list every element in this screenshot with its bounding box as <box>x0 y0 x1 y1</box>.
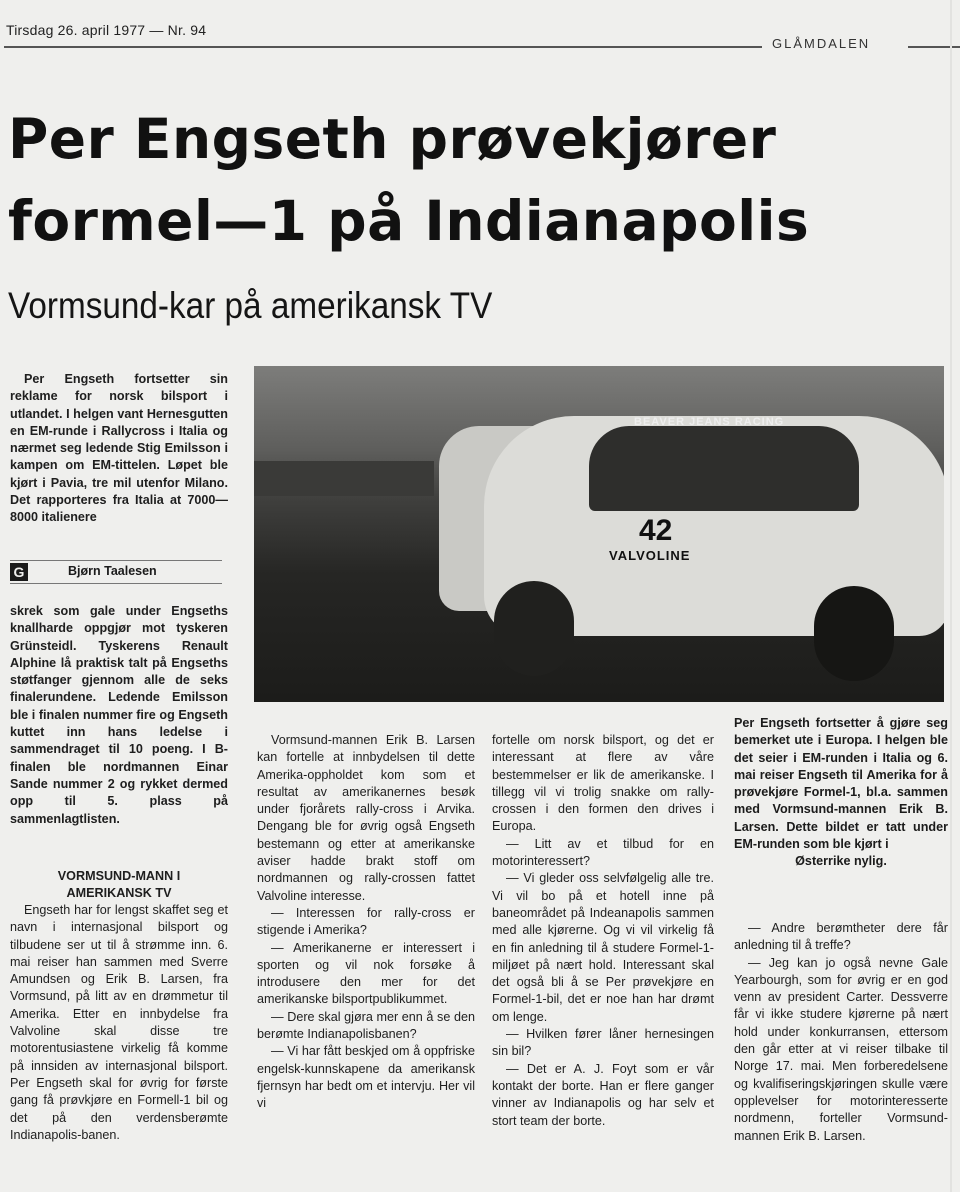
byline <box>10 560 222 584</box>
paragraph: — Andre berømtheter dere får anledning til å treffe? <box>734 921 948 953</box>
photo-windshield-banner: BEAVER JEANS RACING <box>634 416 785 428</box>
lead-text: Per Engseth fortsetter sin reklame for norsk bilsport i utlandet. I helgen vant Hernesgutten en EM-runde i Rallycross i Italia og nærmet seg ledende Stig Emilsson i kampen om EM-tittelen. Løpet ble kjørt i Pavia, tre mil utenfor Milano. Det rapporteres fra Italia at 7000—8000 italienere <box>10 372 228 525</box>
paragraph: — Vi gleder oss selvfølgelig alle tre. Vi vil bo på et hotell inne på baneområdet på Indeanapolis sammen med alle kjørerne. Og vi vil virkelig få en fin anledning til å studere Formel-1-miljøet på nært hold. Interessant skal det også bli å se Per prøvekjøre en Formel-1-bil, det er noe han har drømt om lenge. <box>492 871 714 1024</box>
column-4 <box>734 920 948 1145</box>
issue-date: Tirsdag 26. april 1977 — Nr. 94 <box>6 22 207 38</box>
paragraph: — Interessen for rally-cross er stigende i Amerika? <box>257 905 475 938</box>
photo-fence <box>254 461 434 496</box>
section-heading-line-2: AMERIKANSK TV <box>66 886 172 900</box>
paragraph: — Jeg kan jo også nevne Gale Yearbourgh, som for øvrig er en god venn av president Carter. Dessverre får vi ikke studere kjørerne på nært hold under konkurransen, ettersom den går etter at vi reiser tilbake til Norge 17. mai. Men forberedelsene og kvalifiseringskjøringen skulle være opplevelser for motorinteresserte nordmenn, forteller Vormsund-mannen Erik B. Larsen. <box>734 955 948 1143</box>
caption-last-line: Østerrike nylig. <box>795 854 887 869</box>
column-2 <box>257 732 475 1113</box>
column-1-section <box>10 864 228 1144</box>
paragraph: Vormsund-mannen Erik B. Larsen kan fortelle at innbydelsen til dette Amerika-oppholdet kom som et resultat av amerikanernes besøk under fjorårets rally-cross i Arvika. Dengang ble for øvrig også Engseth bestemann og etter at amerikanske aviser hadde brakt stoff om nordmannen og rally-crossen fattet Valvoline interesse. <box>257 733 475 903</box>
headline <box>8 98 958 262</box>
caption-text: Per Engseth fortsetter å gjøre seg bemerket ute i Europa. I helgen ble det seier i EM-runden i Italia og 6. mai reiser Engseth til Amerika for å prøvekjøre Formel-1, bl.a. sammen med Vormsund-mannen Erik B. Larsen. Dette bildet er tatt under EM-runden som ble kjørt i <box>734 716 948 852</box>
photo-wheel <box>814 586 894 681</box>
photo-caption <box>734 715 948 871</box>
photo-car-number: 42 <box>639 514 673 547</box>
author-name: Bjørn Taalesen <box>68 564 157 578</box>
headline-line-1: Per Engseth prøvekjører <box>8 107 777 171</box>
column-3 <box>492 732 714 1130</box>
lead-continuation-text: skrek som gale under Engseths knallharde oppgjør mot tyskeren Grünsteidl. Tyskerens Renault Alphine lå praktisk talt på Engseths støtfanger gjennom alle de seks finalerundene. Ledende Emilsson ble i finalen nummer fire og Engseth kuttet inn hans ledelse i sammendraget til 10 poeng. I B-finalen ble nordmannen Einar Sande nummer 2 og rykket dermed opp til 5. plass på sammenlagtlisten. <box>10 604 228 826</box>
newspaper-name: GLÅMDALEN <box>772 36 871 51</box>
paragraph: — Amerikanerne er interessert i sporten og vil nok forsøke å introdusere den mer for det amerikanske bilsportpublikummet. <box>257 940 475 1007</box>
paragraph: — Det er A. J. Foyt som er vår kontakt der borte. Han er flere ganger vinner av Indianapolis og har selv et stort team der borte. <box>492 1061 714 1128</box>
paragraph: — Vi har fått beskjed om å oppfriske engelsk-kunnskapene da amerikansk fjernsyn har bedt om et intervju. Her vil vi <box>257 1044 475 1111</box>
lead-paragraph <box>10 371 228 527</box>
paragraph: — Hvilken fører låner hernesingen sin bil? <box>492 1027 714 1059</box>
author-icon: G <box>10 563 28 581</box>
photo-windshield <box>589 426 859 511</box>
lead-continuation <box>10 603 228 828</box>
headline-line-2: formel—1 på Indianapolis <box>8 189 810 253</box>
masthead <box>0 0 960 56</box>
photo-sponsor: VALVOLINE <box>609 548 691 563</box>
photo-wheel <box>494 581 574 676</box>
masthead-rule-right <box>908 46 960 48</box>
masthead-rule <box>4 46 762 48</box>
paragraph: — Litt av et tilbud for en motorinteressert? <box>492 836 714 869</box>
race-photo <box>254 366 944 702</box>
section-heading-line-1: VORMSUND-MANN I <box>57 869 181 883</box>
subheadline: Vormsund-kar på amerikansk TV <box>8 285 493 326</box>
paragraph: fortelle om norsk bilsport, og det er interessant at flere av våre bestemmelser er lik de amerikanske. I tillegg vil vi trolig snakke om rally-crossen i den formen den drives i Europa. <box>492 733 714 834</box>
column-1-body: Engseth har for lengst skaffet seg et navn i internasjonal bilsport og tilbudene ser ut til å strømme inn. 6. mai reiser han sammen med Sverre Amundsen og Erik B. Larsen, fra Vormsund, på litt av en drømmetur til Amerika. Etter en innbydelse fra Valvoline skal disse tre motorentusiastene virkelig få komme på innsiden av internasjonal bilsport. Per Engseth skal for øvrig for første gang få prøvkjøre en Formell-1 bil og det på den verdensberømte Indianapolis-banen. <box>10 903 228 1142</box>
paragraph: — Dere skal gjøra mer enn å se den berømte Indianapolisbanen? <box>257 1009 475 1042</box>
section-heading <box>10 868 228 902</box>
page-edge <box>950 0 952 1192</box>
